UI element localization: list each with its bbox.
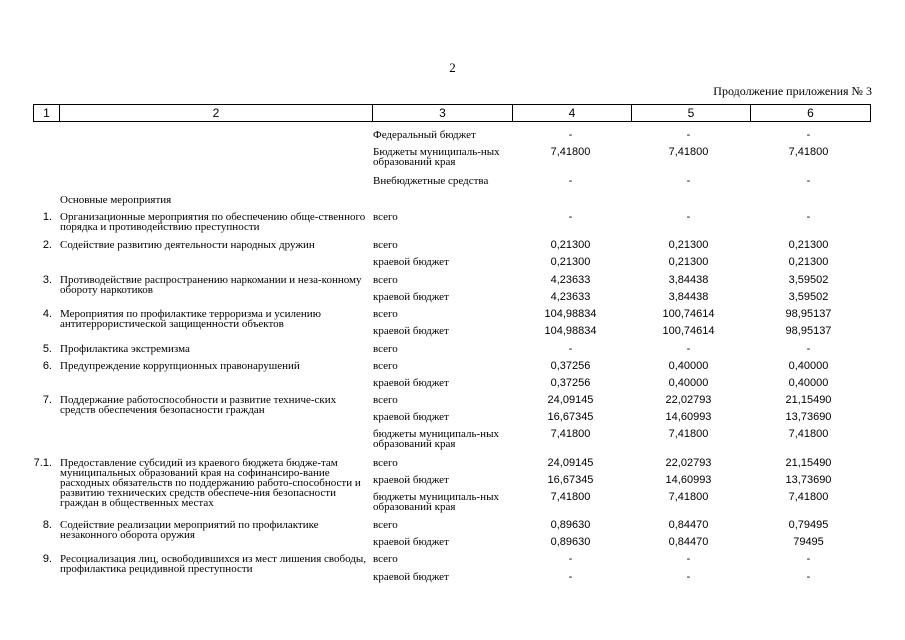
- row-name: Предупреждение коррупционных правонарушений: [60, 360, 300, 372]
- row-source: краевой бюджет: [373, 291, 449, 303]
- row-source: Внебюджетные средства: [373, 175, 489, 187]
- row-source: всего: [373, 394, 398, 406]
- row-source: краевой бюджет: [373, 571, 449, 583]
- row-value-col6: 3,59502: [788, 291, 829, 303]
- row-number: 7.1.: [33, 457, 52, 469]
- row-value-col4: 24,09145: [547, 394, 594, 406]
- row-number: 6.: [42, 360, 52, 372]
- row-source: всего: [373, 343, 398, 355]
- column-header: 3: [373, 105, 513, 122]
- row-value-col6: 0,40000: [788, 360, 829, 372]
- row-value-col5: 7,41800: [668, 428, 709, 440]
- row-value-col4: -: [568, 175, 573, 187]
- row-value-col6: 79495: [793, 536, 824, 548]
- row-value-col4: -: [568, 211, 573, 223]
- row-source: бюджеты муниципаль-ных образований края: [373, 491, 499, 513]
- row-source: всего: [373, 553, 398, 565]
- column-header: 5: [632, 105, 751, 122]
- row-value-col5: 0,40000: [668, 360, 709, 372]
- row-value-col5: -: [686, 343, 691, 355]
- row-value-col6: 98,95137: [785, 308, 832, 320]
- row-value-col6: -: [806, 211, 811, 223]
- row-value-col5: -: [686, 129, 691, 141]
- row-source: всего: [373, 360, 398, 372]
- column-header-table: [33, 104, 871, 122]
- row-name: Содействие реализации мероприятий по профилактике незаконного оборота оружия: [60, 519, 319, 541]
- row-name: Мероприятия по профилактике терроризма и усилению антитеррористической защищенности объектов: [60, 308, 321, 330]
- row-value-col6: 21,15490: [785, 394, 832, 406]
- row-value-col5: -: [686, 175, 691, 187]
- column-header: 2: [60, 105, 373, 122]
- row-source: всего: [373, 239, 398, 251]
- row-value-col4: 4,23633: [550, 291, 591, 303]
- row-value-col5: -: [686, 553, 691, 565]
- row-value-col4: 0,37256: [550, 377, 591, 389]
- row-value-col6: 13,73690: [785, 411, 832, 423]
- row-value-col5: 0,21300: [668, 256, 709, 268]
- row-value-col5: 7,41800: [668, 146, 709, 158]
- row-source: краевой бюджет: [373, 256, 449, 268]
- row-name: Организационные мероприятия по обеспечению обще-ственного порядка и противодействию преступности: [60, 211, 366, 233]
- row-value-col6: 7,41800: [788, 146, 829, 158]
- row-value-col4: 0,89630: [550, 519, 591, 531]
- row-value-col5: 0,21300: [668, 239, 709, 251]
- row-source: всего: [373, 308, 398, 320]
- row-value-col6: -: [806, 553, 811, 565]
- row-value-col5: 7,41800: [668, 491, 709, 503]
- row-value-col5: 0,40000: [668, 377, 709, 389]
- row-source: всего: [373, 211, 398, 223]
- row-value-col5: -: [686, 571, 691, 583]
- row-number: 7.: [42, 394, 52, 406]
- row-value-col5: 3,84438: [668, 291, 709, 303]
- row-value-col6: 3,59502: [788, 274, 829, 286]
- row-value-col6: 0,21300: [788, 256, 829, 268]
- row-value-col5: -: [686, 211, 691, 223]
- row-source: всего: [373, 457, 398, 469]
- row-value-col5: 22,02793: [665, 457, 712, 469]
- row-value-col4: 0,89630: [550, 536, 591, 548]
- column-header: 4: [513, 105, 632, 122]
- row-value-col4: -: [568, 343, 573, 355]
- row-number: 2.: [42, 239, 52, 251]
- row-value-col6: 0,40000: [788, 377, 829, 389]
- row-value-col5: 0,84470: [668, 536, 709, 548]
- row-value-col4: -: [568, 571, 573, 583]
- row-value-col5: 100,74614: [662, 308, 715, 320]
- row-value-col4: 7,41800: [550, 146, 591, 158]
- row-source: краевой бюджет: [373, 411, 449, 423]
- row-value-col4: 7,41800: [550, 428, 591, 440]
- row-value-col6: -: [806, 571, 811, 583]
- row-value-col6: 7,41800: [788, 491, 829, 503]
- row-source: всего: [373, 519, 398, 531]
- row-value-col6: -: [806, 343, 811, 355]
- row-value-col4: 4,23633: [550, 274, 591, 286]
- row-value-col4: 0,21300: [550, 239, 591, 251]
- row-value-col5: 100,74614: [662, 325, 715, 337]
- row-number: 3.: [42, 274, 52, 286]
- row-value-col6: 21,15490: [785, 457, 832, 469]
- row-value-col5: 14,60993: [665, 411, 712, 423]
- row-name: Предоставление субсидий из краевого бюджета бюдже-там муниципальных образований края на софинансиро-вание расходных обязательств по поддержанию работо-способности и развитию технических средств обеспече-ния безопасности граждан в общественных местах: [60, 457, 361, 509]
- row-source: краевой бюджет: [373, 377, 449, 389]
- row-name: Содействие развитию деятельности народных дружин: [60, 239, 315, 251]
- column-header: 6: [751, 105, 871, 122]
- row-name: Противодействие распространению наркомании и неза-конному обороту наркотиков: [60, 274, 362, 296]
- row-number: 5.: [42, 343, 52, 355]
- row-name: Ресоциализация лиц, освободившихся из мест лишения свободы, профилактика рецидивной преступности: [60, 553, 367, 575]
- row-value-col4: 16,67345: [547, 474, 594, 486]
- row-source: краевой бюджет: [373, 474, 449, 486]
- row-source: Бюджеты муниципаль-ных образований края: [373, 146, 500, 168]
- row-value-col6: 0,79495: [788, 519, 829, 531]
- row-name: Профилактика экстремизма: [60, 343, 190, 355]
- continuation-label: Продолжение приложения № 3: [713, 84, 872, 98]
- row-value-col6: 7,41800: [788, 428, 829, 440]
- row-value-col6: -: [806, 175, 811, 187]
- row-value-col4: -: [568, 553, 573, 565]
- column-header: 1: [34, 105, 60, 122]
- row-value-col6: 98,95137: [785, 325, 832, 337]
- row-value-col6: -: [806, 129, 811, 141]
- row-number: 4.: [42, 308, 52, 320]
- row-value-col4: 24,09145: [547, 457, 594, 469]
- row-number: 9.: [42, 553, 52, 565]
- row-value-col6: 13,73690: [785, 474, 832, 486]
- row-number: 8.: [42, 519, 52, 531]
- page-number: 2: [449, 60, 456, 75]
- row-name: Основные мероприятия: [60, 194, 172, 206]
- row-value-col5: 14,60993: [665, 474, 712, 486]
- row-name: Поддержание работоспособности и развитие техниче-ских средств обеспечения безопасности граждан: [60, 394, 337, 416]
- row-value-col4: 0,21300: [550, 256, 591, 268]
- row-value-col4: 7,41800: [550, 491, 591, 503]
- row-source: Федеральный бюджет: [373, 129, 476, 141]
- row-source: краевой бюджет: [373, 325, 449, 337]
- row-value-col4: 16,67345: [547, 411, 594, 423]
- row-source: бюджеты муниципаль-ных образований края: [373, 428, 499, 450]
- row-value-col6: 0,21300: [788, 239, 829, 251]
- row-source: всего: [373, 274, 398, 286]
- row-value-col4: -: [568, 129, 573, 141]
- row-value-col4: 0,37256: [550, 360, 591, 372]
- row-number: 1.: [42, 211, 52, 223]
- row-value-col4: 104,98834: [544, 308, 597, 320]
- row-source: краевой бюджет: [373, 536, 449, 548]
- row-value-col5: 22,02793: [665, 394, 712, 406]
- row-value-col4: 104,98834: [544, 325, 597, 337]
- row-value-col5: 3,84438: [668, 274, 709, 286]
- row-value-col5: 0,84470: [668, 519, 709, 531]
